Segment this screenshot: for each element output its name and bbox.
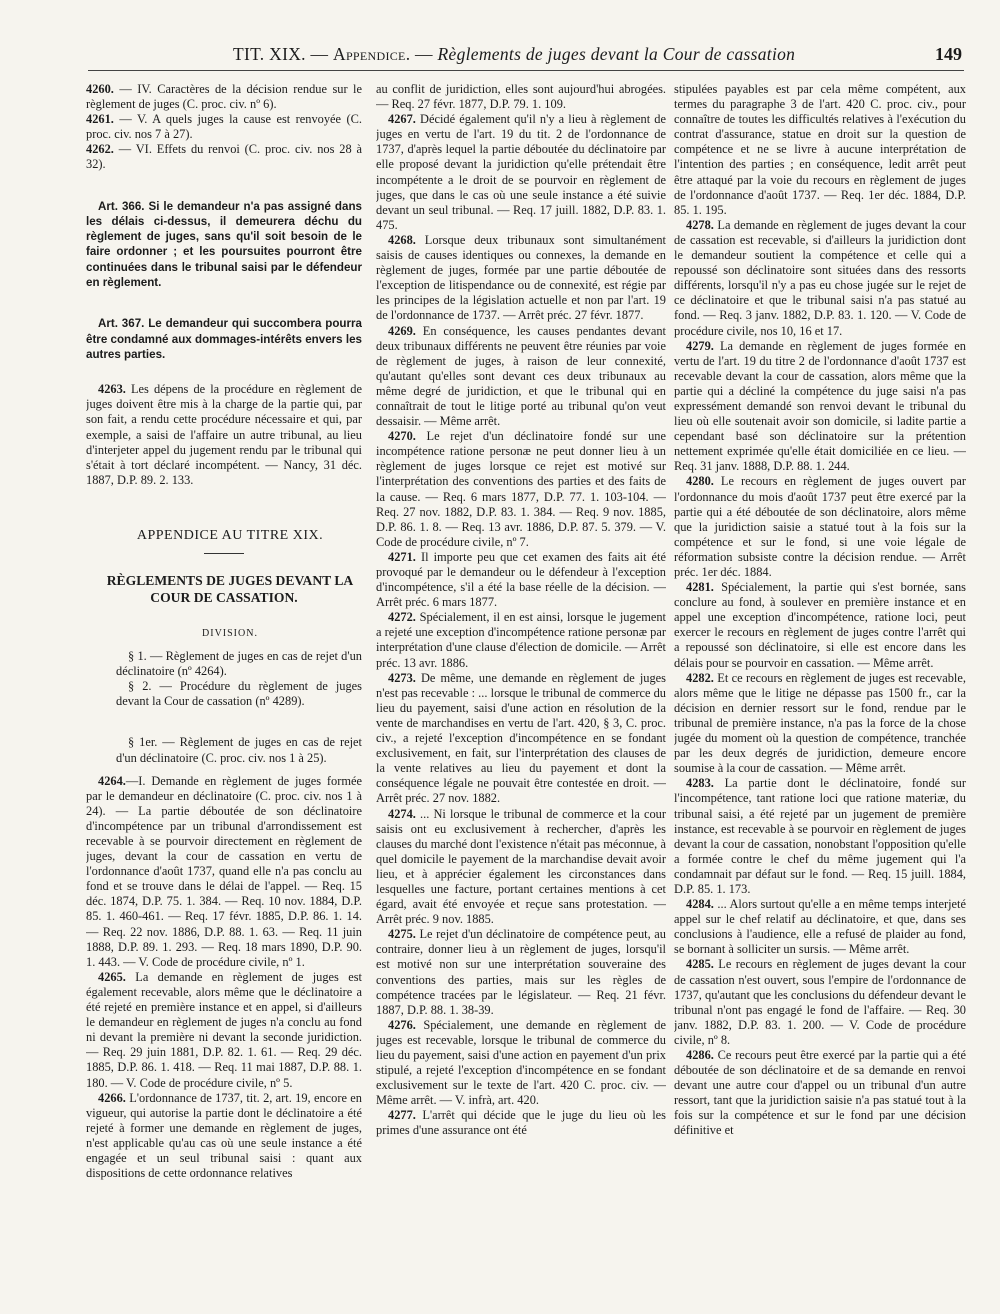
paragraph-4268 (376, 233, 666, 324)
paragraph-text: Décidé également qu'il n'y a lieu à règlement de juges en vertu de l'art. 19 du tit. 2 de l'ordonnance de 1737, d'après lequel la partie déboutée du déclinatoire par elle proposé devant la juridiction qu'elle prétendait être incompétente a le droit de se pourvoir en règlement de juges, que dans le cas où une seule instance a été suivie devant un seul tribunal. — Req. 17 juill. 1882, D.P. 83. 1. 475. (376, 112, 666, 232)
paragraph-text: La demande en règlement de juges est également recevable, alors même que le déclinatoire a été rejeté en première instance et en appel, si d'ailleurs le demandeur en règlement de juges n'a conclu au fond ni devant la première ni devant la seconde juridiction. — Req. 29 juin 1881, D.P. 82. 1. 61. — Req. 29 déc. 1885, D.P. 86. 1. 418. — Req. 11 mai 1887, D.P. 88. 1. 180. — V. Code de procédure civile, nº 5. (86, 969, 362, 1090)
title-prefix: TIT. XIX. — (233, 44, 333, 64)
paragraph-4261 (86, 112, 362, 142)
paragraph-text: Le recours en règlement de juges devant la cour de cassation n'est ouvert, sous l'empire de l'ordonnance de 1737, qu'autant que les conclusions du défendeur devant le tribunal n'ont pas engagé le fond de l'affaire. — Req. 30 janv. 1882, D.P. 83. 1. 200. — V. Code de procédure civile, nº 8. (674, 957, 966, 1047)
paragraph-continuation: au conflit de juridiction, elles sont aujourd'hui abrogées. — Req. 27 févr. 1877, D.P. 79. 1. 109. (376, 82, 666, 112)
article-label: Art. 367. (98, 317, 145, 331)
paragraph-number: 4273. (388, 670, 416, 685)
paragraph-4272 (376, 610, 666, 670)
paragraph-text: La demande en règlement de juges devant la cour de cassation est recevable, si d'ailleurs la juridiction dont le demandeur soutient la compétence et celle qui a repoussé son déclinatoire sont situées dans des ressorts différents, lorsqu'il n'y a pas eu chose jugée sur le rejet de ce déclinatoire et que le tribunal saisi n'a pas statué au fond. — Req. 3 janv. 1882, D.P. 83. 1. 120. — V. Code de procédure civile, nos 10, 16 et 17. (674, 217, 966, 338)
paragraph-4281 (674, 580, 966, 671)
paragraph-number: 4284. (686, 897, 714, 912)
paragraph-number: 4260. (86, 82, 114, 96)
article-text: Le demandeur qui succombera pourra être condamné aux dommages-intérêts envers les autres parties. (86, 317, 362, 361)
paragraph-text: Les dépens de la procédure en règlement de juges doivent être mis à la charge de la partie qui, par son fait, a rendu cette procédure nécessaire et qui, par exemple, a saisi de l'affaire un autre tribunal, au lieu d'interjeter appel du jugement rendu par le tribunal qui s'était à tort déclaré incompétent. — Nancy, 31 déc. 1887, D.P. 89. 2. 133. (86, 382, 362, 487)
paragraph-text: Lorsque deux tribunaux sont simultanément saisis de causes identiques ou connexes, la demande en règlement de juges, formée par une partie déboutée de l'exception de litispendance ou de connexité, est régie par les principes de la législation actuelle et non par l'art. 19 de l'ordonnance de 1737. — Arrêt préc. 27 févr. 1877. (376, 232, 666, 323)
article-367 (86, 316, 362, 362)
paragraph-text: De même, une demande en règlement de juges n'est pas recevable : ... lorsque le tribunal de commerce du lieu du payement, saisi d'une action en résolution de la vente de marchandises en vertu de l'art. 420, § 3, C. proc. civ., a rejeté l'exception d'incompétence en se fondant exclusivement, en fait, sur l'interprétation des clauses de la vente relatives au lieu du payement et dont la conséquence légale ne pouvait être contestée en droit. — Arrêt préc. 27 nov. 1882. (376, 670, 666, 806)
paragraph-text: Et ce recours en règlement de juges est recevable, alors même que le litige ne dépasse pas 1500 fr., car la décision en dernier ressort sur le fond, rendue par le tribunal de première instance, n'a pas la force de la chose jugée du moment où la question de compétence, tranchée par les deux degrés de juridiction, demeure encore soumise à la cour de cassation. — Même arrêt. (674, 670, 966, 776)
paragraph-4263 (86, 382, 362, 488)
paragraph-number: 4268. (388, 232, 416, 247)
title-appendix: Appendice (333, 44, 406, 64)
paragraph-4270 (376, 429, 666, 550)
paragraph-4284 (674, 897, 966, 957)
toc-entry-2: § 2. — Procédure du règlement de juges devant la Cour de cassation (nº 4289). (116, 679, 362, 709)
page-number: 149 (935, 44, 962, 64)
paragraph-number: 4262. (86, 142, 114, 157)
appendix-title: APPENDICE AU TITRE XIX. (136, 527, 324, 543)
paragraph-text: L'ordonnance de 1737, tit. 2, art. 19, encore en vigueur, qui autorise la partie dont le déclinatoire a été rejeté à former une demande en règlement de juges, n'est applicable qu'au cas où une seule instance a été engagée et un seul tribunal saisi : quant aux dispositions de cette ordonnance relatives (86, 1090, 362, 1181)
paragraph-text: Le rejet d'un déclinatoire fondé sur une incompétence ratione personæ ne peut donner lieu à un règlement de juges lorsque ce rejet est motivé sur l'interprétation des conventions des parties et des faits de la cause. — Req. 6 mars 1877, D.P. 77. 1. 103-104. — Req. 27 nov. 1882, D.P. 83. 1. 384. — Req. 9 nov. 1885, D.P. 86. 1. 8. — Req. 13 avr. 1886, D.P. 87. 5. 379. — V. Code de procédure civile, nº 7. (376, 429, 666, 549)
paragraph-4265 (86, 970, 362, 1091)
article-text: Si le demandeur n'a pas assigné dans les délais ci-dessus, il demeurera déchu du règlement de juges, sans qu'il soit besoin de le faire ordonner ; et les poursuites pourront être continuées dans le tribunal saisi par le défendeur en règlement. (86, 199, 362, 290)
paragraph-4280 (674, 474, 966, 580)
paragraph-4264 (86, 774, 362, 970)
paragraph-text: — V. A quels juges la cause est renvoyée (C. proc. civ. nos 7 à 27). (86, 112, 362, 142)
paragraph-4283 (674, 776, 966, 897)
toc-entry-1: § 1. — Règlement de juges en cas de rejet d'un déclinatoire (nº 4264). (116, 649, 362, 679)
paragraph-continuation: stipulées payables est par cela même compétent, aux termes du paragraphe 3 de l'art. 420 C. proc. civ., pour connaître de toutes les difficultés relatives à l'exécution du contrat d'assurance, statue en droit sur la question de compétence et ne se livre à aucune interprétation de l'intention des parties ; en conséquence, ledit arrêt peut être attaqué par la voie du recours en règlement de juges de l'ordonnance d'août 1737. — Req. 1er déc. 1884, D.P. 85. 1. 195. (674, 82, 966, 217)
paragraph-text: ... Alors surtout qu'elle a en même temps interjeté appel sur le chef relatif au déclinatoire, et que, dans ses conclusions à l'audience, elle a refusé de plaider au fond, se bornant à solliciter un sursis. — Même arrêt. (674, 897, 966, 957)
paragraph-4276 (376, 1018, 666, 1109)
paragraph-4273 (376, 671, 666, 807)
paragraph-4267 (376, 112, 666, 233)
paragraph-number: 4282. (686, 670, 714, 685)
paragraph-text: Le recours en règlement de juges ouvert par l'ordonnance du mois d'août 1737 peut être exercé par la partie qui a été déboutée de son déclinatoire, alors même que la juridiction saisie a statué tout à la fois sur la compétence et sur le fond, si une voie légale de réformation subsiste contre la décision rendue. — Arrêt préc. 1er déc. 1884. (674, 474, 966, 579)
paragraph-number: 4277. (388, 1108, 416, 1123)
title-subject: Règlements de juges devant la Cour de cassation (437, 44, 796, 64)
article-366 (86, 199, 362, 291)
column-right (674, 82, 966, 1294)
paragraph-4277 (376, 1108, 666, 1138)
running-head (88, 40, 964, 71)
paragraph-4269 (376, 324, 666, 430)
paragraph-number: 4283. (686, 776, 714, 791)
paragraph-number: 4278. (686, 217, 714, 232)
divider (204, 553, 244, 554)
paragraph-text: L'arrêt qui décide que le juge du lieu où les primes d'une assurance ont été (376, 1108, 666, 1138)
paragraph-text: Le rejet d'un déclinatoire de compétence peut, au contraire, donner lieu à un règlement de juges, lorsqu'il est motivé non sur une interprétation souveraine des conventions des parties, mais sur les règles de compétence tracées par le législateur. — Req. 21 févr. 1887, D.P. 88. 1. 38-39. (376, 927, 666, 1017)
paragraph-text: Il importe peu que cet examen des faits ait été provoqué par le demandeur ou le défendeur à l'exception d'incompétence, s'il a été la base réelle de la décision. — Arrêt préc. 6 mars 1877. (376, 549, 666, 610)
paragraph-text: Spécialement, une demande en règlement de juges est recevable, lorsque le tribunal de commerce du lieu du payement, saisi d'une action en payement d'un prix stipulé, a rejeté l'exception d'incompétence en se fondant exclusivement sur le texte de l'art. 420 C. proc. civ. — Même arrêt. — V. infrà, art. 420. (376, 1017, 666, 1108)
column-middle (376, 82, 666, 1294)
paragraph-4282 (674, 671, 966, 777)
paragraph-text: La partie dont le déclinatoire, fondé sur l'incompétence, tant ratione loci que ratione materiæ, du tribunal saisi, a été rejeté par un jugement de première instance, est recevable à se pourvoir en règlement de juges devant la cour de cassation, nonobstant l'opposition qu'elle a formée contre le chef du même jugement qui l'a condamnait par défaut sur le fond. — Req. 15 juill. 1884, D.P. 85. 1. 173. (674, 776, 966, 896)
running-title (233, 44, 795, 65)
paragraph-4275 (376, 927, 666, 1018)
paragraph-text: En conséquence, les causes pendantes devant deux tribunaux différents ne peuvent être réunies par voie de règlement de juges, à raison de leur connexité, qu'autant qu'elles sont devant ces deux tribunaux au même degré de juridiction, et que le tribunal qui en connaîtrait de tout le litige porté au tribunal qu'on veut dessaisir. — Même arrêt. (376, 323, 666, 429)
paragraph-number: 4276. (388, 1017, 416, 1032)
paragraph-number: 4263. (98, 382, 126, 397)
paragraph-number: 4281. (686, 580, 714, 595)
paragraph-number: 4275. (388, 927, 416, 942)
paragraph-number: 4267. (388, 112, 416, 127)
paragraph-text: Spécialement, il en est ainsi, lorsque le jugement a rejeté une exception d'incompétence ratione personæ par interprétation d'une clause d'élection de domicile. — Arrêt préc. 13 avr. 1886. (376, 610, 666, 670)
paragraph-4262 (86, 142, 362, 172)
paragraph-number: 4266. (98, 1090, 126, 1105)
paragraph-4278 (674, 218, 966, 339)
paragraph-4274 (376, 807, 666, 928)
paragraph-number: 4271. (388, 549, 416, 564)
column-left (86, 82, 362, 1294)
article-label: Art. 366. (98, 199, 145, 213)
section-title: RÈGLEMENTS DE JUGES DEVANT LA COUR DE CASSATION. (106, 572, 354, 605)
paragraph-number: 4274. (388, 806, 416, 821)
paragraph-number: 4270. (388, 429, 416, 444)
paragraph-4271 (376, 550, 666, 610)
paragraph-text: — IV. Caractères de la décision rendue sur le règlement de juges (C. proc. civ. nº 6). (86, 82, 362, 112)
paragraph-number: 4264. (98, 773, 126, 788)
paragraph-text: ... Ni lorsque le tribunal de commerce et la cour saisis ont eu exclusivement à rechercher, d'après les clauses du marché dont l'existence n'était pas méconnue, à quel domicile le payement de la marchandise devait avoir lieu, et à apprécier également les circonstances dans lesquelles une facture, portant certaines mentions à cet égard, avait été envoyée et reçue sans protestation. — Arrêt préc. 9 nov. 1885. (376, 806, 666, 927)
paragraph-text: — VI. Effets du renvoi (C. proc. civ. nos 28 à 32). (86, 142, 362, 172)
title-dash: . — (405, 44, 438, 64)
paragraph-4285 (674, 957, 966, 1048)
paragraph-number: 4286. (686, 1048, 714, 1062)
paragraph-4260 (86, 82, 362, 112)
division-label: DIVISION. (202, 627, 258, 639)
paragraph-text: Ce recours peut être exercé par la partie qui a été déboutée de son déclinatoire et de sa demande en renvoi devant une autre cour d'appel ou un tribunal d'un autre ressort, tant que la juridiction saisie n'a pas statué tout à la fois sur la compétence et sur le fond par une décision définitive et (674, 1048, 966, 1138)
paragraph-text: —I. Demande en règlement de juges formée par le demandeur en déclinatoire (C. proc. civ. nos 1 à 24). — La partie déboutée de son déclinatoire d'incompétence par un tribunal d'arrondissement est recevable à se pourvoir directement en règlement de juges, devant la cour de cassation en vertu de l'ordonnance d'août 1737, quand elle n'a pas conclu au fond et se trouve dans le délai de l'appel. — Req. 15 déc. 1874, D.P. 75. 1. 384. — Req. 10 nov. 1884, D.P. 85. 1. 460-461. — Req. 17 févr. 1885, D.P. 86. 1. 14. — Req. 22 nov. 1886, D.P. 88. 1. 63. — Req. 11 juin 1888, D.P. 89. 1. 293. — Req. 18 mars 1890, D.P. 90. 1. 443. — V. Code de procédure civile, nº 1. (86, 773, 362, 969)
paragraph-number: 4280. (686, 474, 714, 489)
paragraph-number: 4261. (86, 112, 114, 127)
paragraph-number: 4279. (686, 338, 714, 353)
paragraph-4279 (674, 339, 966, 475)
paragraph-number: 4265. (98, 969, 126, 984)
paragraph-text: La demande en règlement de juges formée en vertu de l'art. 19 du titre 2 de l'ordonnance d'août 1737 est recevable devant la cour de cassation, alors même que la partie qui a décliné la compétence du juge saisi n'a pas expressément demandé son renvoi devant le tribunal du lieu où elle soutenait avoir son domicile, si ladite partie a cependant basé son déclinatoire sur la prétention nettement exprimée qu'elle était domiciliée en ce lieu. — Req. 31 janv. 1888, D.P. 88. 1. 244. (674, 338, 966, 474)
paragraph-4266 (86, 1091, 362, 1182)
paragraph-number: 4269. (388, 323, 416, 338)
paragraph-number: 4285. (686, 957, 714, 972)
section-1-heading: § 1er. — Règlement de juges en cas de rejet d'un déclinatoire (C. proc. civ. nos 1 à 25). (116, 735, 362, 765)
paragraph-4286 (674, 1048, 966, 1139)
paragraph-text: Spécialement, la partie qui s'est bornée, sans conclure au fond, à soulever en première instance et en appel une exception d'incompétence, ratione loci, peut exercer le recours en règlement de juges contre l'arrêt qui a repoussé son déclinatoire, si elle est encore dans les délais pour se pourvoir en cassation. — Même arrêt. (674, 580, 966, 670)
paragraph-number: 4272. (388, 610, 416, 625)
